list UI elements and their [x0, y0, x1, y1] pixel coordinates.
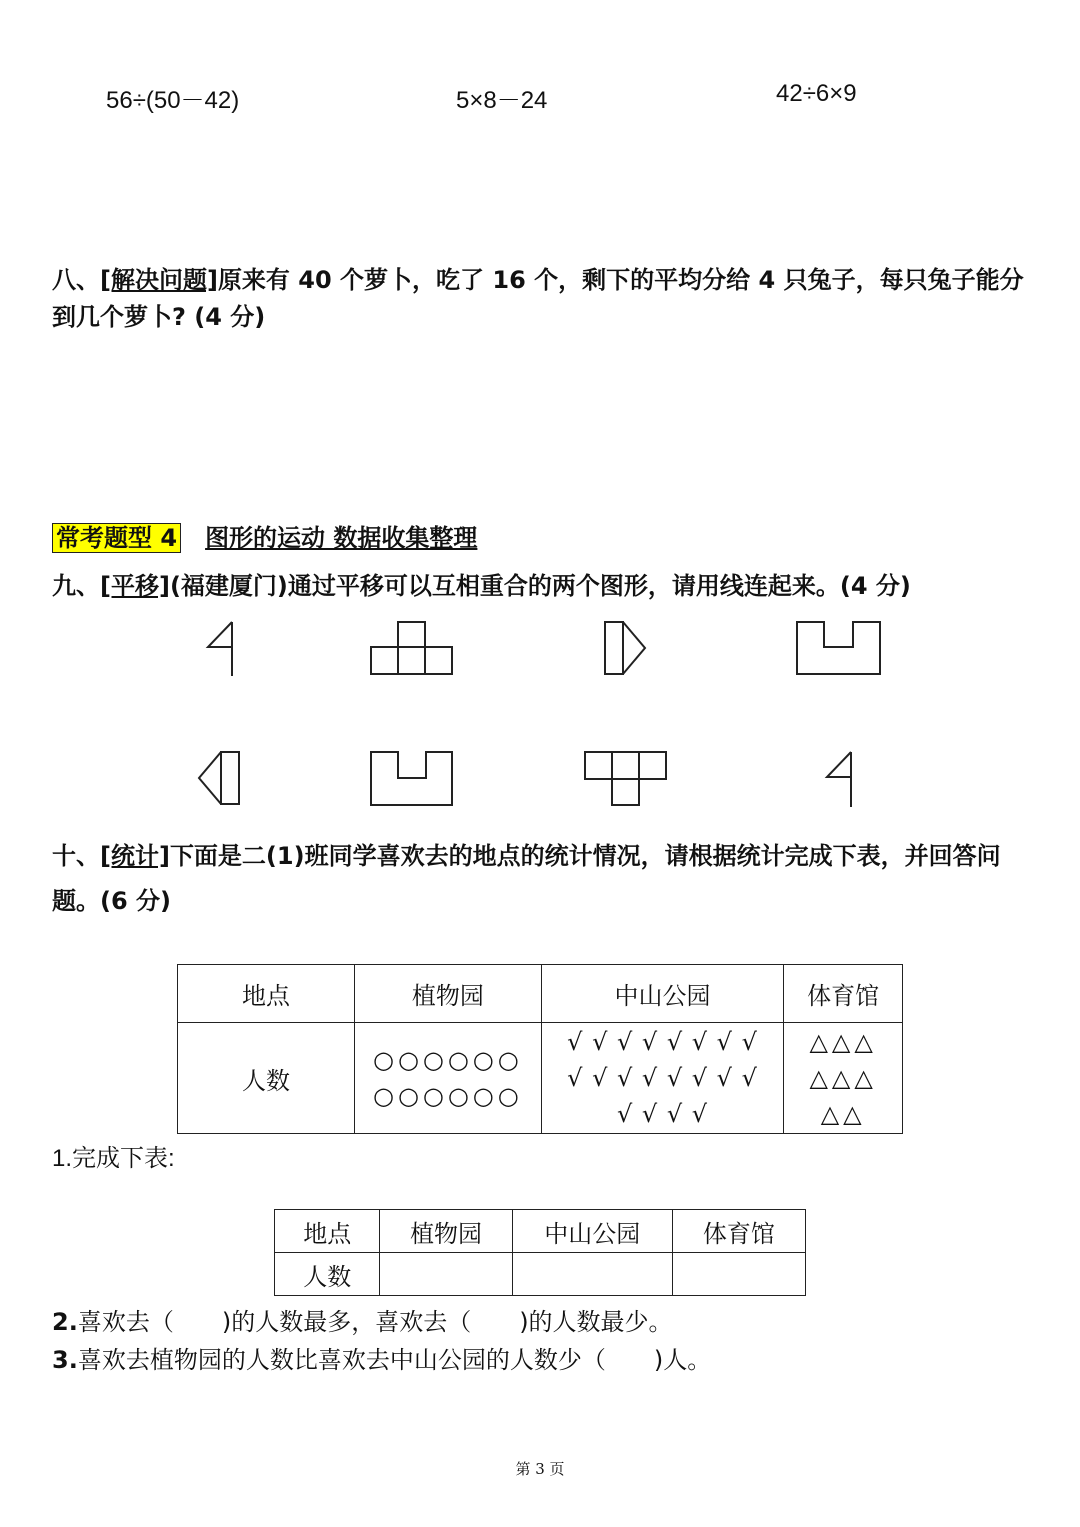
gym-triangles-line-2: △△△: [809, 1064, 877, 1092]
section-title: 图形的运动 数据收集整理: [205, 524, 478, 552]
answer-cell-park[interactable]: [512, 1253, 672, 1296]
tally-header-park: 中山公园: [541, 965, 784, 1023]
question-10-number: 十、: [52, 842, 100, 870]
sub-question-3-text: 喜欢去植物园的人数比喜欢去中山公园的人数少（ )人。: [77, 1346, 712, 1374]
question-9-tag: [平移]: [100, 572, 170, 600]
question-9-number: 九、: [52, 572, 100, 600]
question-10-text: 下面是二(1)班同学喜欢去的地点的统计情况，请根据统计完成下表，并回答问题。(6 分): [52, 842, 1001, 915]
answer-header-park: 中山公园: [512, 1210, 672, 1253]
translation-shapes: [0, 600, 1080, 830]
answer-header-garden: 植物园: [380, 1210, 512, 1253]
gym-triangles-line-1: △△△: [809, 1028, 877, 1056]
question-8-tag: [解决问题]: [100, 266, 218, 294]
answer-cell-garden[interactable]: [380, 1253, 512, 1296]
shape-u-block-bottom[interactable]: [371, 752, 452, 805]
shape-triangle-right-top[interactable]: [605, 622, 645, 674]
shape-triangle-left-bottom[interactable]: [199, 752, 239, 804]
question-10-tag: [统计]: [100, 842, 170, 870]
answer-header-place: 地点: [275, 1210, 380, 1253]
answer-row-label: 人数: [275, 1253, 380, 1296]
gym-triangles-line-3: △△: [820, 1100, 866, 1128]
tally-gym-marks: [784, 1023, 903, 1134]
tally-park-marks: [541, 1023, 784, 1134]
expression-2: 5×8－24: [456, 87, 548, 114]
answer-table: [274, 1209, 806, 1296]
park-checks-line-2: √ √ √ √ √ √ √ √: [567, 1064, 758, 1092]
sub-question-3-number: 3.: [52, 1346, 78, 1374]
tally-garden-marks: [354, 1023, 541, 1134]
section-badge: 常考题型 4: [52, 523, 181, 553]
sub-question-1: 1.完成下表:: [52, 1145, 175, 1172]
shape-t-block-top[interactable]: [371, 622, 452, 674]
tally-header-gym: 体育馆: [784, 965, 903, 1023]
tally-header-place: 地点: [178, 965, 355, 1023]
shape-t-block-bottom[interactable]: [585, 752, 666, 805]
shape-flag-bottom[interactable]: [827, 752, 851, 807]
answer-cell-gym[interactable]: [672, 1253, 805, 1296]
park-checks-line-1: √ √ √ √ √ √ √ √: [567, 1028, 758, 1056]
question-10: [52, 834, 1037, 924]
sub-question-2-number: 2.: [52, 1308, 78, 1336]
tally-table: [177, 964, 903, 1134]
garden-circles-line-2: ○○○○○○: [373, 1082, 523, 1110]
sub-question-2-text: 喜欢去（ )的人数最多，喜欢去（ )的人数最少。: [77, 1308, 673, 1336]
shape-u-block-top[interactable]: [797, 622, 880, 674]
park-checks-line-3: √ √ √ √: [616, 1100, 709, 1128]
question-9-text: (福建厦门)通过平移可以互相重合的两个图形，请用线连起来。(4 分): [169, 572, 911, 600]
sub-question-2: [52, 1302, 673, 1337]
page-number: 第 3 页: [515, 1460, 565, 1478]
shape-flag-top[interactable]: [208, 622, 232, 676]
expression-3: 42÷6×9: [776, 80, 857, 107]
tally-header-garden: 植物园: [354, 965, 541, 1023]
section-heading: [52, 520, 1037, 557]
garden-circles-line-1: ○○○○○○: [373, 1046, 523, 1074]
question-8-number: 八、: [52, 266, 100, 294]
question-8: [52, 262, 1037, 336]
tally-row-label: 人数: [178, 1023, 355, 1134]
expression-1: 56÷(50－42): [106, 87, 240, 114]
sub-question-3: [52, 1340, 711, 1375]
answer-header-gym: 体育馆: [672, 1210, 805, 1253]
question-8-text: 原来有 40 个萝卜，吃了 16 个，剩下的平均分给 4 只兔子，每只兔子能分到几个萝卜? (4 分): [52, 266, 1024, 331]
